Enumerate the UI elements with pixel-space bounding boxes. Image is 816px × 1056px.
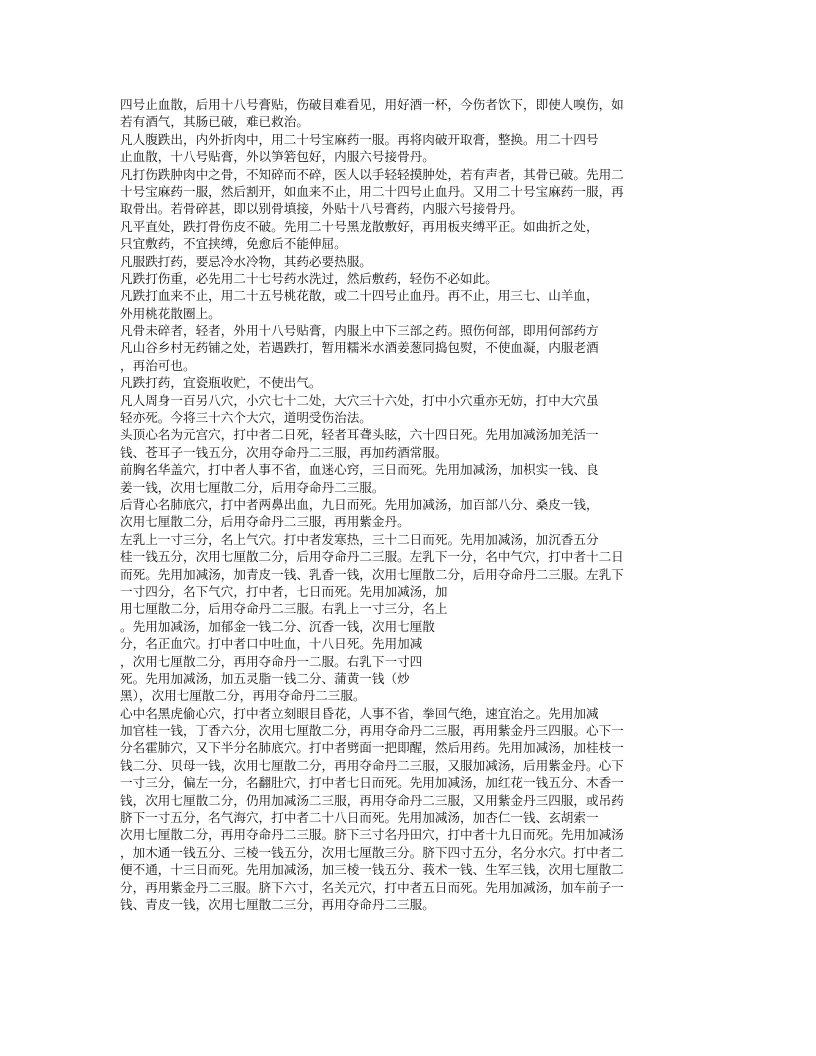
text-line: 而死。先用加减汤，加青皮一钱、乳香一钱，次用七厘散二分，后用夺命丹二三服。左乳下 (120, 566, 624, 582)
text-line: 加官桂一钱，丁香六分，次用七厘散二分，再用夺命丹二三服，再用紫金丹三四服。心下一 (120, 723, 624, 739)
text-line: 脐下一寸五分，名气海穴，打中者二十八日而死。先用加减汤，加杏仁一钱、玄胡索一 (120, 810, 599, 826)
text-line: 四号止血散，后用十八号膏贴，伤破目难看见，用好酒一杯，今伤者饮下，即使人嗅伤，如 (120, 97, 624, 112)
text-line: 凡骨未碎者，轻者，外用十八号贴膏，内服上中下三部之药。照伤何部，即用何部药方 (120, 323, 599, 339)
text-line: 凡跌打药，宜瓷瓶收贮，不使出气。 (120, 375, 322, 391)
text-line: 轻亦死。今将三十六个大穴，道明受伤治法。 (120, 410, 372, 426)
text-line: 凡跌打血来不止，用二十五号桃花散，或二十四号止血丹。再不止，用三七、山羊血， (120, 288, 599, 304)
text-line: 凡人腹跌出，内外折肉中，用二十号宝麻药一服。再将肉破开取膏，整换。用二十四号 (120, 131, 599, 147)
text-line: 取骨出。若骨碎甚，即以别骨填接，外贴十八号膏药，内服六号接骨丹。 (120, 201, 523, 217)
text-line: 钱、苍耳子一钱五分，次用夺命丹二三服，再加药酒常服。 (120, 444, 448, 460)
text-line: 凡山谷乡村无药铺之处，若遇跌打，暂用糯米水酒姜葱同捣包熨，不使血凝，内服老酒 (120, 340, 599, 356)
text-line: 分名霍肺穴，又下半分名肺底穴。打中者劈面一把即醒，然后用药。先用加减汤，加桂枝一 (120, 740, 624, 756)
text-line: 后背心名肺底穴，打中者两鼻出血，九日而死。先用加减汤，加百部八分、桑皮一钱， (120, 496, 599, 512)
text-line: 凡跌打伤重，必先用二十七号药水洗过，然后敷药，轻伤不必如此。 (120, 270, 498, 286)
text-line: 便不通，十三日而死。先用加减汤，加三棱一钱五分、莪术一钱、生军三钱，次用七厘散二 (120, 862, 624, 878)
text-line: 死。先用加减汤，加五灵脂一钱二分、蒲黄一钱（炒 (120, 670, 410, 686)
text-line: 凡打伤跌肿肉中之骨，不知碎而不碎，医人以手轻轻摸肿处，若有声者，其骨已破。先用二 (120, 166, 624, 182)
text-line: 左乳上一寸三分，名上气穴。打中者发寒热，三十二日而死。先用加减汤，加沉香五分 (120, 531, 599, 547)
text-line: 只宜敷药，不宜挟缚，免愈后不能伸屈。 (120, 236, 347, 252)
text-line: 凡服跌打药，要忌冷水冷物，其药必要热服。 (120, 253, 372, 269)
text-line: 十号宝麻药一服，然后割开，如血来不止，用二十四号止血丹。又用二十号宝麻药一服，再 (120, 183, 624, 199)
text-line: 钱、青皮一钱，次用七厘散二三分，再用夺命丹二三服。 (120, 896, 435, 912)
text-line: ，次用七厘散二分，再用夺命丹一二服。右乳下一寸四 (120, 653, 423, 669)
text-line: 钱二分、贝母一钱，次用七厘散二分，再用夺命丹二三服，又服加减汤，后用紫金丹。心下 (120, 757, 624, 773)
text-line: 头顶心名为元宫穴，打中者二日死，轻者耳聋头眩，六十四日死。先用加减汤加羌活一 (120, 427, 599, 443)
text-line: 分，名正血穴。打中者口中吐血，十八日死。先用加减 (120, 636, 423, 652)
text-line: 次用七厘散二分，再用夺命丹二三服。脐下三寸名丹田穴，打中者十九日而死。先用加减汤 (120, 827, 624, 843)
text-line: 凡平直处，跌打骨伤皮不破。先用二十号黑龙散敷好，再用板夹缚平正。如曲折之处， (120, 218, 599, 234)
text-line: 前胸名华盖穴，打中者人事不省，血迷心窍，三日而死。先用加减汤，加枳实一钱、良 (120, 462, 599, 478)
text-line: 一寸四分，名下气穴，打中者，七日而死。先用加减汤，加 (120, 583, 448, 599)
text-line: 心中名黑虎偷心穴，打中者立刻眼目昏花，人事不省，拳回气绝，速宜治之。先用加减 (120, 705, 599, 721)
text-line: 若有酒气，其肠已破，难已救治。 (120, 114, 309, 130)
text-line: 桂一钱五分，次用七厘散二分，后用夺命丹二三服。左乳下一分，名中气穴，打中者十二日 (120, 549, 624, 565)
text-line: 次用七厘散二分，后用夺命丹二三服，再用紫金丹。 (120, 514, 410, 530)
text-line: 用七厘散二分，后用夺命丹二三服。右乳上一寸三分，名上 (120, 601, 448, 617)
text-line: ，加木通一钱五分、三棱一钱五分，次用七厘散三分。脐下四寸五分，名分水穴。打中者二 (120, 844, 624, 860)
text-line: 钱，次用七厘散二分，仍用加减汤二三服，再用夺命丹二三服，又用紫金丹三四服，或吊药 (120, 792, 624, 808)
text-line: 止血散，十八号贴膏，外以笋箬包好，内服六号接骨丹。 (120, 149, 435, 165)
text-line: 外用桃花散圈上。 (120, 305, 221, 321)
text-line: 凡人周身一百另八穴，小穴七十二处，大穴三十六处，打中小穴重亦无妨，打中大穴虽 (120, 392, 599, 408)
text-line: 姜一钱，次用七厘散二分，后用夺命丹二三服。 (120, 479, 385, 495)
document-page (120, 96, 696, 913)
text-line: 分，再用紫金丹二三服。脐下六寸，名关元穴，打中者五日而死。先用加减汤，加车前子一 (120, 879, 624, 895)
text-line: 黑），次用七厘散二分，再用夺命丹二三服。 (120, 688, 366, 704)
text-line: 一寸三分，偏左一分，名翻肚穴，打中者七日而死。先用加减汤，加红花一钱五分、木香一 (120, 775, 624, 791)
text-line: ，再治可也。 (120, 357, 196, 373)
text-line: 。先用加减汤，加郁金一钱二分、沉香一钱，次用七厘散 (120, 618, 435, 634)
